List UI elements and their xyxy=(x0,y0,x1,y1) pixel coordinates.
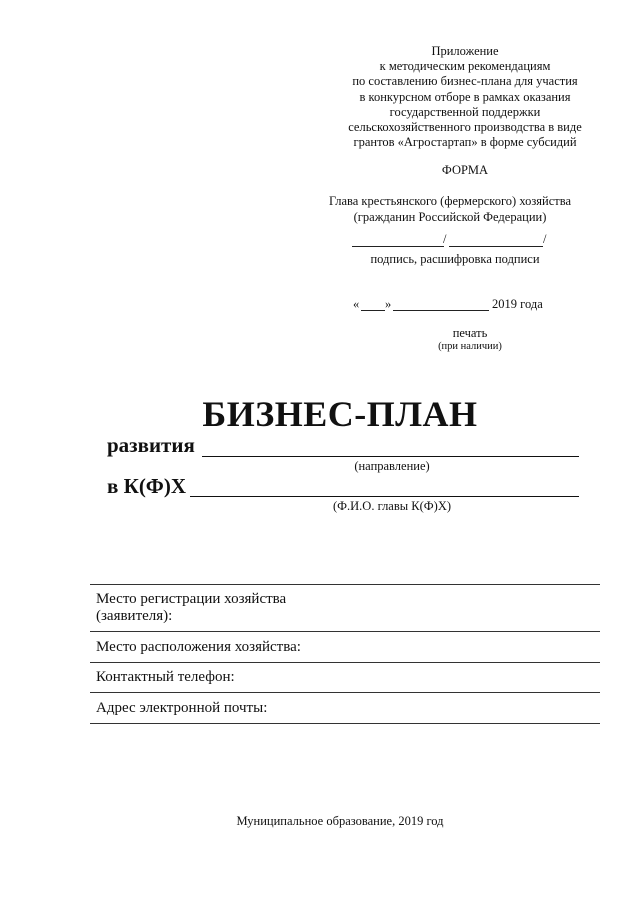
phone-field-line[interactable] xyxy=(90,692,600,693)
farm-head-subtitle: (гражданин Российской Федерации) xyxy=(353,210,547,224)
footer-municipality: Муниципальное образование, 2019 год xyxy=(236,814,444,828)
appendix-line: к методическим рекомендациям xyxy=(379,59,551,74)
date-open-quote: « xyxy=(353,297,360,311)
kfh-caption: (Ф.И.О. главы К(Ф)Х) xyxy=(332,499,452,513)
farm-head-title: Глава крестьянского (фермерского) хозяйства xyxy=(328,194,572,208)
registration-label xyxy=(96,591,286,625)
appendix-line: в конкурсном отборе в рамках оказания xyxy=(359,89,571,104)
location-field-line[interactable] xyxy=(90,662,600,663)
signature-separator: / xyxy=(443,232,447,246)
registration-label-line1: Место регистрации хозяйства xyxy=(96,591,287,607)
appendix-note xyxy=(325,44,605,150)
seal-label: печать xyxy=(452,326,488,340)
date-year: 2019 года xyxy=(492,297,543,311)
appendix-line: по составлению бизнес-плана для участия xyxy=(352,74,578,89)
signature-separator-end: / xyxy=(543,232,547,246)
kfh-head-field[interactable] xyxy=(190,496,579,497)
appendix-line: Приложение xyxy=(431,44,499,58)
development-caption: (направление) xyxy=(354,459,430,473)
kfh-label: в К(Ф)Х xyxy=(107,474,187,498)
farm-head-block xyxy=(305,193,595,225)
signature-caption: подпись, расшифровка подписи xyxy=(370,252,540,266)
registration-label-line2: (заявителя): xyxy=(96,608,173,624)
phone-label: Контактный телефон: xyxy=(96,669,235,685)
form-label: ФОРМА xyxy=(441,163,489,177)
email-label: Адрес электронной почты: xyxy=(96,700,268,716)
date-close-quote: » xyxy=(385,297,392,311)
date-month-field[interactable] xyxy=(393,310,489,311)
page-title: БИЗНЕС-ПЛАН xyxy=(202,394,478,434)
location-label: Место расположения хозяйства: xyxy=(96,639,301,655)
seal-note: (при наличии) xyxy=(438,341,502,352)
email-field-line[interactable] xyxy=(90,723,600,724)
appendix-line: государственной поддержки xyxy=(389,104,541,119)
appendix-line: грантов «Агростартап» в форме субсидий xyxy=(353,135,577,150)
signature-name-field[interactable] xyxy=(449,246,543,247)
signature-field[interactable] xyxy=(352,246,444,247)
divider xyxy=(90,584,600,585)
development-label: развития xyxy=(107,433,195,457)
registration-field-line[interactable] xyxy=(90,631,600,632)
date-day-field[interactable] xyxy=(361,310,385,311)
development-field[interactable] xyxy=(202,456,579,457)
appendix-line: сельскохозяйственного производства в виде xyxy=(348,120,582,135)
